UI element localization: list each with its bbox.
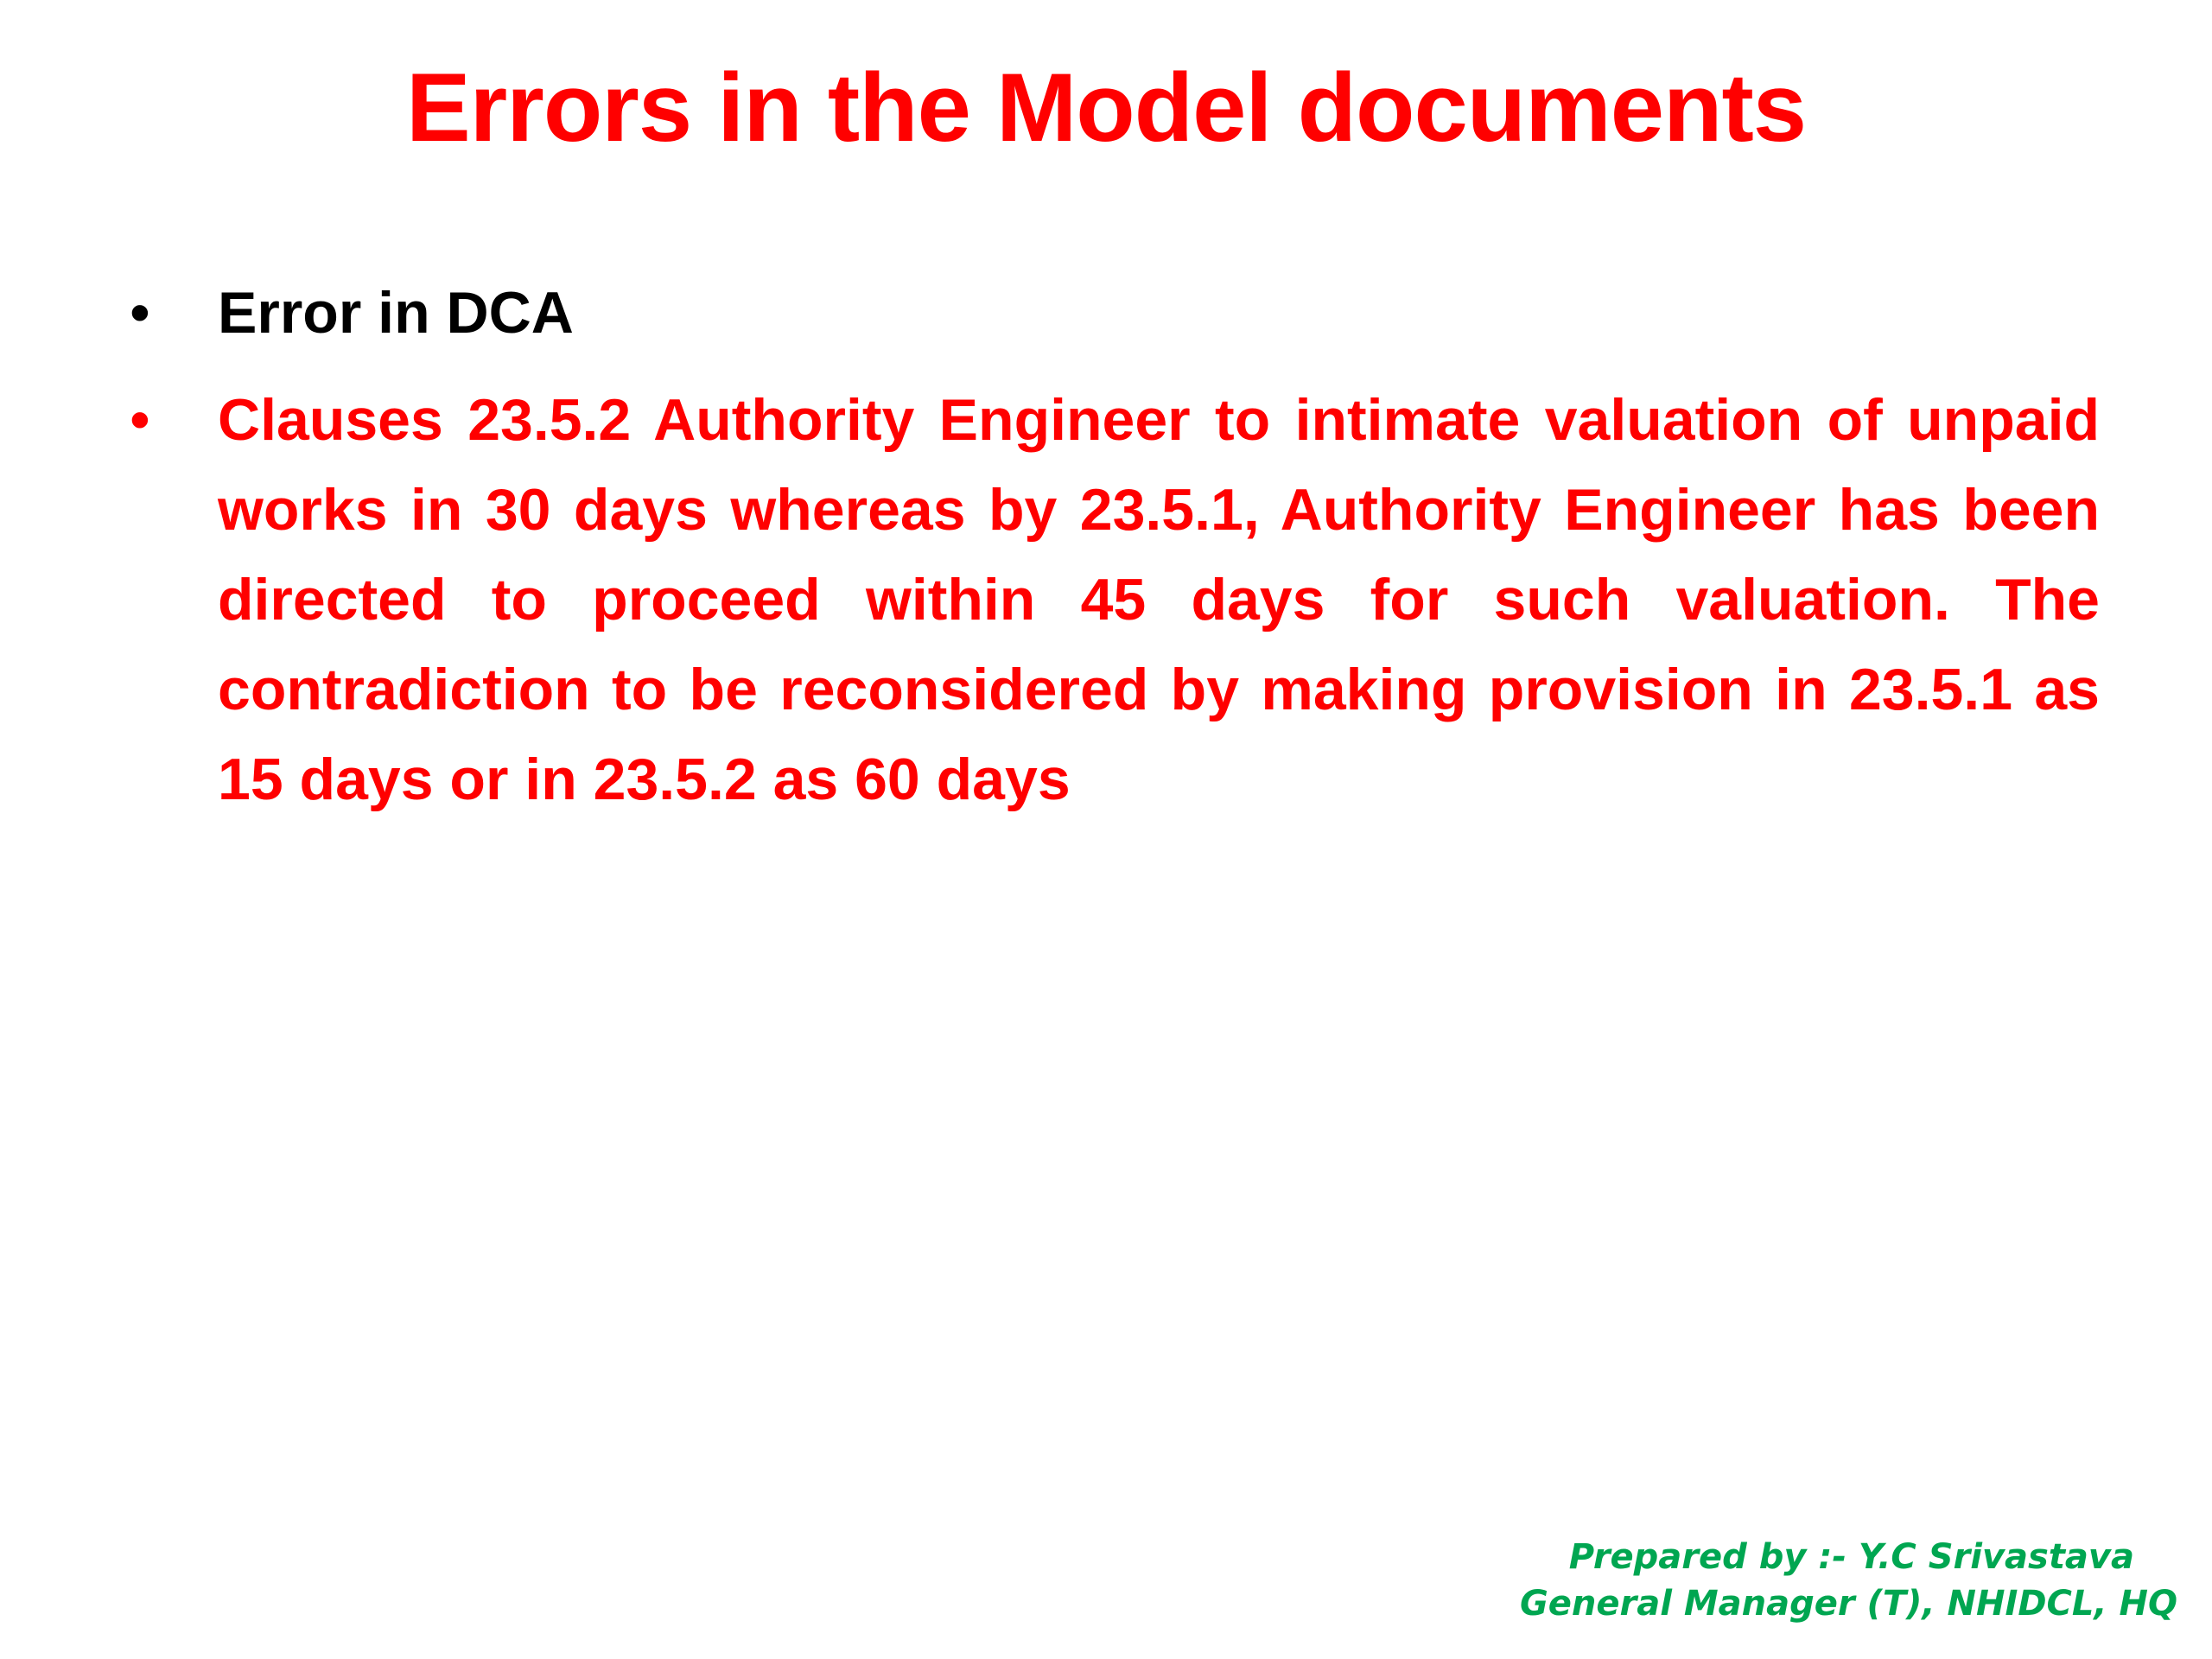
bullet-item-clauses [130, 375, 2100, 824]
bullet-dot-icon: • [130, 387, 150, 453]
footer-designation: General Manager (T), NHIDCL, HQ [1519, 1584, 2177, 1624]
bullet-item-error-in-dca [130, 268, 2100, 358]
footer-prepared-by: Prepared by :- Y.C Srivastava [1568, 1537, 2134, 1577]
bullet-text: Error in DCA [218, 280, 574, 346]
bullet-list [130, 268, 2100, 824]
bullet-text: Clauses 23.5.2 Authority Engineer to intimate valuation of unpaid works in 30 days whereas by 23.5.1, Authority Engineer has been directed to proceed within 45 days for such valuation. The contradiction to be reconsidered by making provision in 23.5.1 as 15 days or in 23.5.2 as 60 days [218, 387, 2100, 812]
bullet-dot-icon: • [130, 280, 150, 346]
slide-title: Errors in the Model documents [405, 54, 1807, 162]
footer-credit [1520, 1534, 2177, 1627]
